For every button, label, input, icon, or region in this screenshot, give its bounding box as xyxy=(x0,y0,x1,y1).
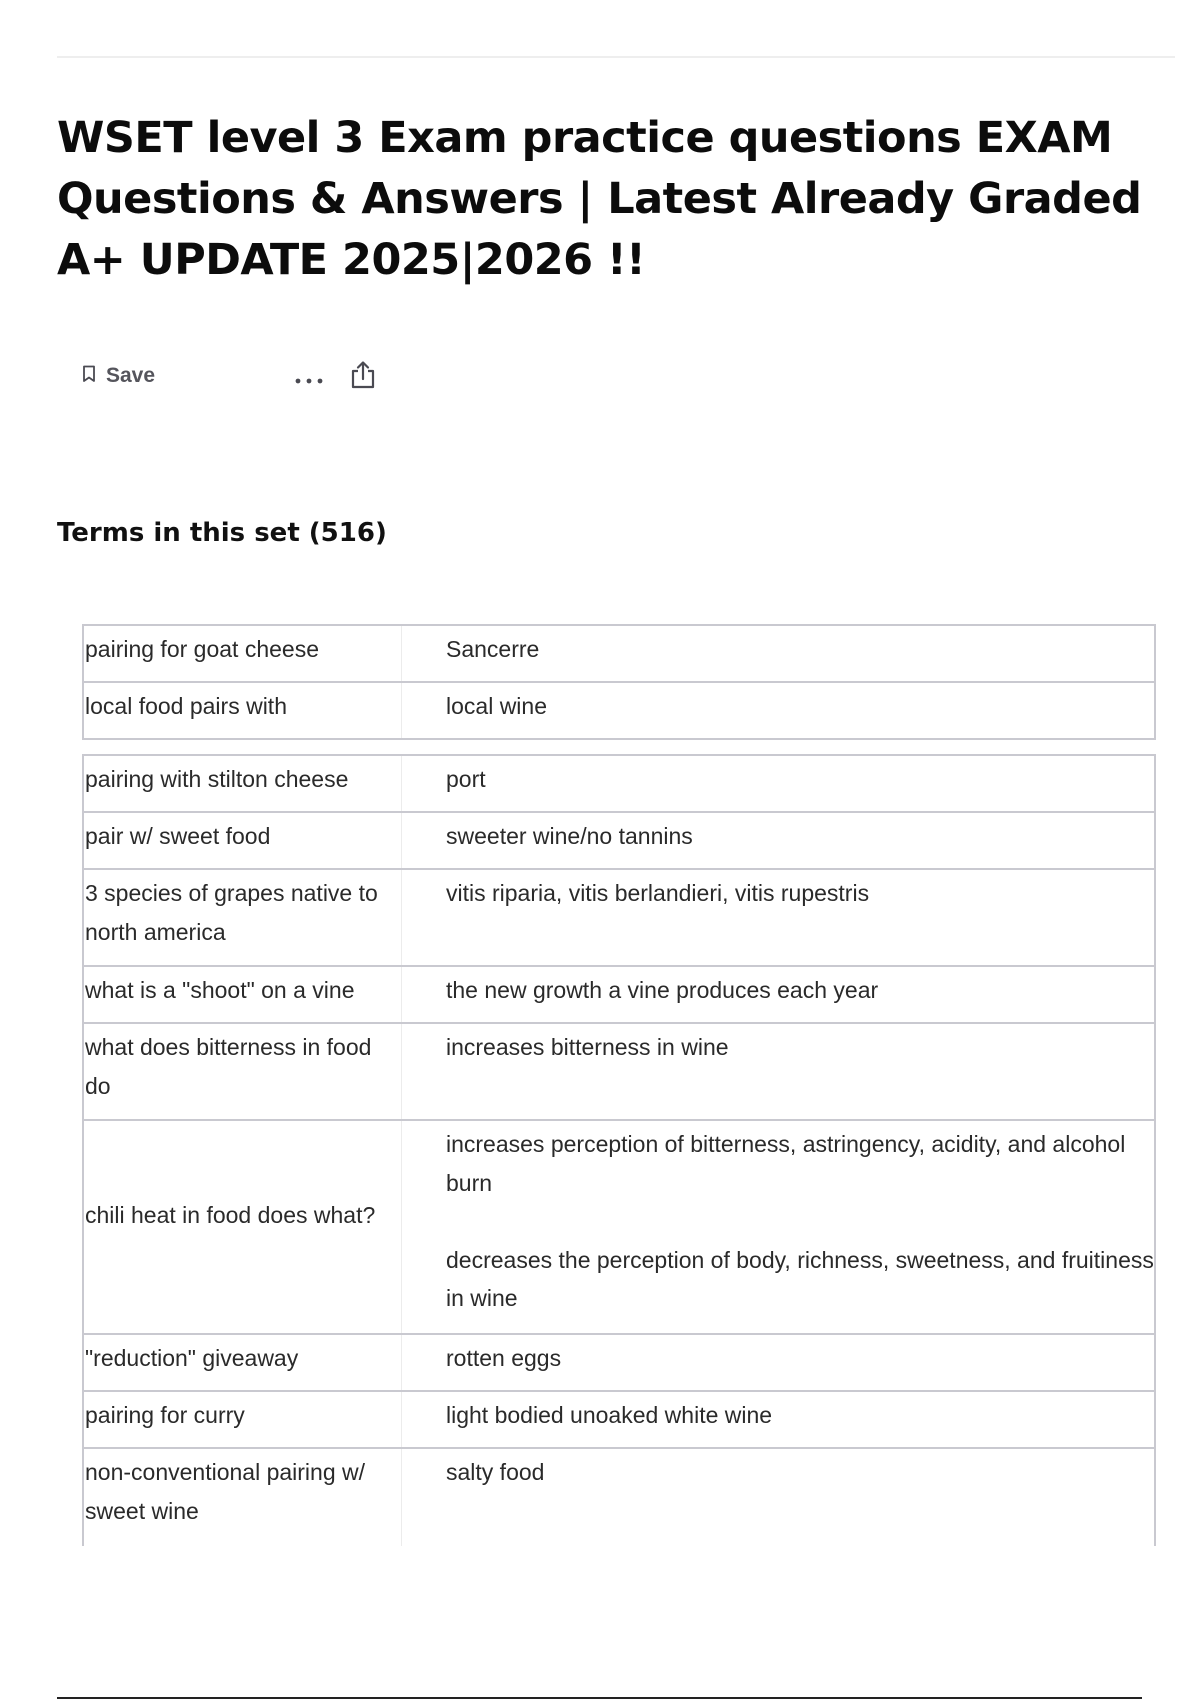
term-row xyxy=(84,1335,1154,1392)
definition-text: the new growth a vine produces each year xyxy=(446,977,879,1003)
term-row xyxy=(84,1121,1154,1335)
term-text: non-conventional pairing w/ sweet wine xyxy=(84,1449,402,1546)
term-row xyxy=(84,1024,1154,1121)
term-row xyxy=(84,683,1154,740)
term-row xyxy=(84,813,1154,870)
term-row xyxy=(84,1449,1154,1546)
page-title: WSET level 3 Exam practice questions EXAM Questions & Answers | Latest Already Graded A+ UPDATE 2025|2026 !! xyxy=(57,113,1142,285)
term-text: pairing for goat cheese xyxy=(84,626,402,681)
term-row xyxy=(84,967,1154,1024)
definition-text: sweeter wine/no tannins xyxy=(446,823,693,849)
definition-text: increases bitterness in wine xyxy=(446,1034,729,1060)
top-divider xyxy=(57,56,1175,58)
bookmark-icon xyxy=(82,365,106,387)
definition-text: increases perception of bitterness, astringency, acidity, and alcohol burn decreases the perception of body, richness, sweetness, and fruitiness in wine xyxy=(446,1131,1154,1311)
term-text: local food pairs with xyxy=(84,683,402,738)
save-button[interactable] xyxy=(82,364,177,388)
term-text: pair w/ sweet food xyxy=(84,813,402,868)
definition-text: rotten eggs xyxy=(446,1345,562,1371)
bottom-divider xyxy=(57,1697,1142,1699)
term-text: chili heat in food does what? xyxy=(84,1121,402,1333)
definition-text: vitis riparia, vitis berlandieri, vitis rupestris xyxy=(446,880,870,906)
share-icon xyxy=(349,360,377,394)
action-toolbar xyxy=(82,356,177,396)
definition-text: salty food xyxy=(446,1459,545,1485)
term-row xyxy=(84,1392,1154,1449)
term-row xyxy=(84,756,1154,813)
term-text: pairing with stilton cheese xyxy=(84,756,402,811)
term-text: pairing for curry xyxy=(84,1392,402,1447)
term-text: what does bitterness in food do xyxy=(84,1024,402,1119)
definition-text: light bodied unoaked white wine xyxy=(446,1402,773,1428)
term-group xyxy=(82,624,1156,740)
share-button[interactable] xyxy=(349,360,377,394)
definition-text: port xyxy=(446,766,486,792)
definition-text: local wine xyxy=(446,693,547,719)
term-row xyxy=(84,870,1154,967)
save-label: Save xyxy=(106,364,156,387)
term-text: 3 species of grapes native to north america xyxy=(84,870,402,965)
term-text: "reduction" giveaway xyxy=(84,1335,402,1390)
terms-heading: Terms in this set (516) xyxy=(57,518,387,548)
definition-text: Sancerre xyxy=(446,636,540,662)
term-text: what is a "shoot" on a vine xyxy=(84,967,402,1022)
more-options-button[interactable] xyxy=(294,370,324,389)
term-group xyxy=(82,754,1156,1546)
more-options-icon xyxy=(294,370,324,389)
term-row xyxy=(84,626,1154,683)
